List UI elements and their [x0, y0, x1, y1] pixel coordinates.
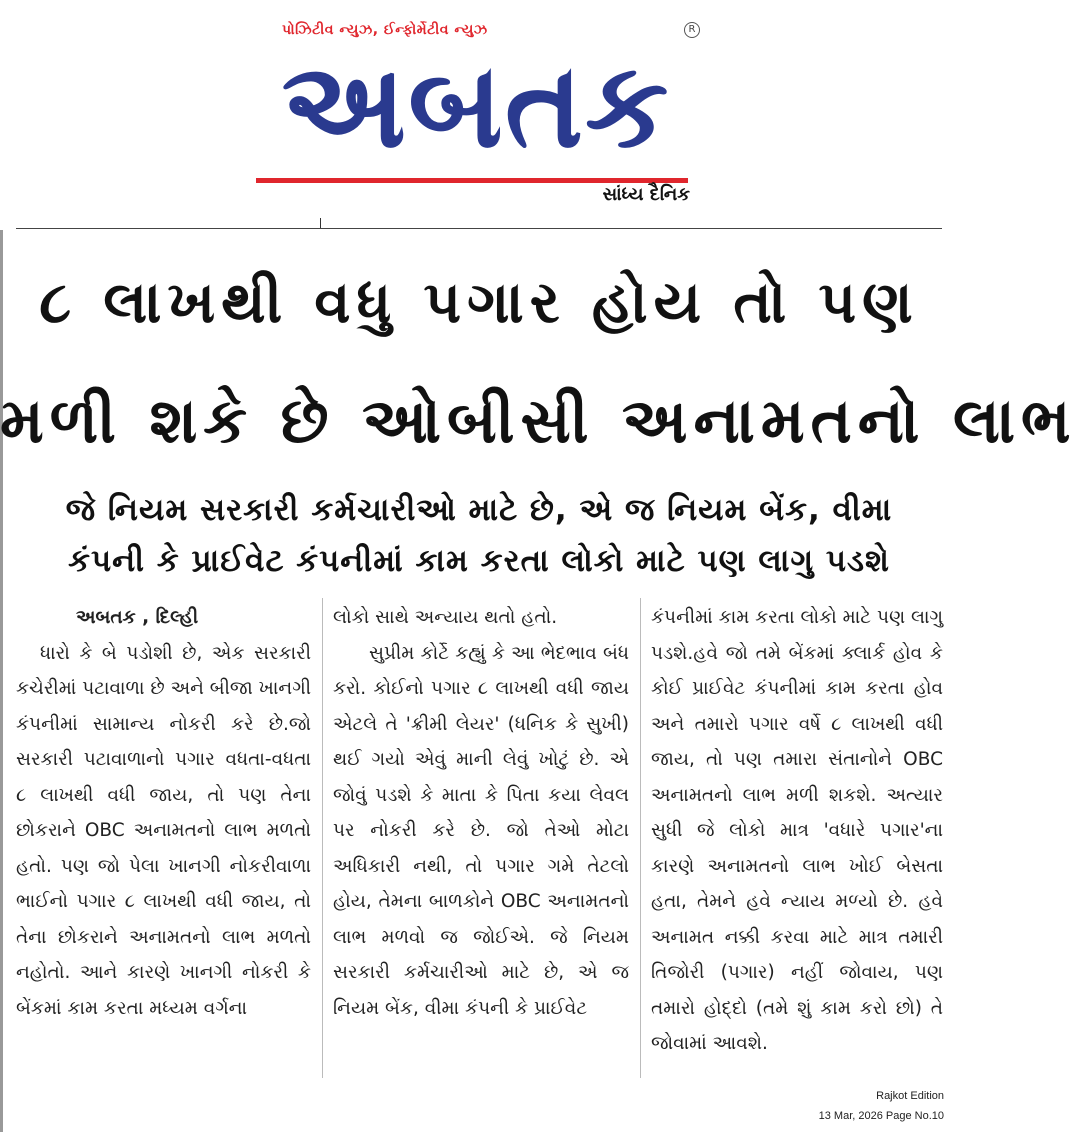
divider-tick: [320, 218, 321, 228]
registered-trademark-icon: R: [684, 22, 700, 38]
page-edge: [0, 230, 3, 1132]
column-separator: [640, 598, 641, 1078]
article-column-2: [333, 600, 629, 1026]
headline-line-2: મળી શકે છે ઓબીસી અનામતનો લાભ: [0, 384, 1077, 457]
headline-line-1: ૮ લાખથી વધુ પગાર હોય તો પણ: [39, 268, 919, 336]
masthead-tagline: પોઝિટીવ ન્યુઝ, ઈન્ફોર્મેટીવ ન્યુઝ: [282, 22, 488, 38]
article-column-3: [651, 600, 943, 1062]
newspaper-logo: અબતક: [281, 36, 671, 174]
masthead-subtitle: સાંધ્ય દૈનિક: [602, 184, 690, 205]
column-2-text-2: સુપ્રીમ કોર્ટે કહ્યું કે આ ભેદભાવ બંધ કરો. કોઈનો પગાર ૮ લાખથી વધી જાય એટલે તે 'ક્રીમી લેયર' (ધનિક કે સુખી) થઈ ગયો એવું માની લેવું ખોટું છે. એ જોવું પડશે કે માતા કે પિતા કયા લેવલ પર નોકરી કરે છે. જો તેઓ મોટા અધિકારી નથી, તો પગાર ગમે તેટલો હોય, તેમના બાળકોને OBC અનામતનો લાભ મળવો જ જોઈએ. જે નિયમ સરકારી કર્મચારીઓ માટે છે, એ જ નિયમ બેંક, વીમા કંપની કે પ્રાઈવેટ: [333, 642, 629, 1019]
masthead: [0, 0, 958, 232]
column-2-text-1: લોકો સાથે અન્યાય થતો હતો.: [333, 607, 558, 628]
subheadline-line-2: કંપની કે પ્રાઈવેટ કંપનીમાં કામ કરતા લોકો માટે પણ લાગુ પડશે: [68, 543, 890, 579]
masthead-rule: [16, 228, 942, 229]
edition-label: Rajkot Edition: [876, 1090, 944, 1102]
column-separator: [322, 598, 323, 1078]
date-page-label: 13 Mar, 2026 Page No.10: [818, 1110, 944, 1122]
logo-underline: [256, 178, 688, 183]
column-3-text: કંપનીમાં કામ કરતા લોકો માટે પણ લાગુ પડશે.હવે જો તમે બેંકમાં ક્લાર્ક હોવ કે કોઈ પ્રાઈવેટ કંપનીમાં કામ કરતા હોવ અને તમારો પગાર વર્ષે ૮ લાખથી વધી જાય, તો પણ તમારા સંતાનોને OBC અનામતનો લાભ મળી શકશે. અત્યાર સુધી જે લોકો માત્ર 'વધારે પગાર'ના કારણે અનામતનો લાભ ખોઈ બેસતા હતા, તેમને હવે ન્યાય મળ્યો છે. હવે અનામત નક્કી કરવા માટે માત્ર તમારી તિજોરી (પગાર) નહીં જોવાય, પણ તમારો હોદ્દો (તમે શું કામ કરો છો) તે જોવામાં આવશે.: [651, 607, 943, 1054]
subheadline-line-1: જે નિયમ સરકારી કર્મચારીઓ માટે છે, એ જ નિયમ બેંક, વીમા: [65, 492, 893, 528]
article-column-1: [16, 600, 311, 1026]
dateline: અબતક , દિલ્હી: [76, 607, 199, 628]
column-1-text: ધારો કે બે પડોશી છે, એક સરકારી કચેરીમાં પટાવાળા છે અને બીજા ખાનગી કંપનીમાં સામાન્ય નોકરી કરે છે.જો સરકારી પટાવાળાનો પગાર વધતા-વધતા ૮ લાખથી વધી જાય, તો પણ તેના છોકરાને OBC અનામતનો લાભ મળતો હતો. પણ જો પેલા ખાનગી નોકરીવાળા ભાઈનો પગાર ૮ લાખથી વધી જાય, તો તેના છોકરાને અનામતનો લાભ મળતો નહોતો. આને કારણે ખાનગી નોકરી કે બેંકમાં કામ કરતા મધ્યમ વર્ગના: [16, 642, 311, 1019]
